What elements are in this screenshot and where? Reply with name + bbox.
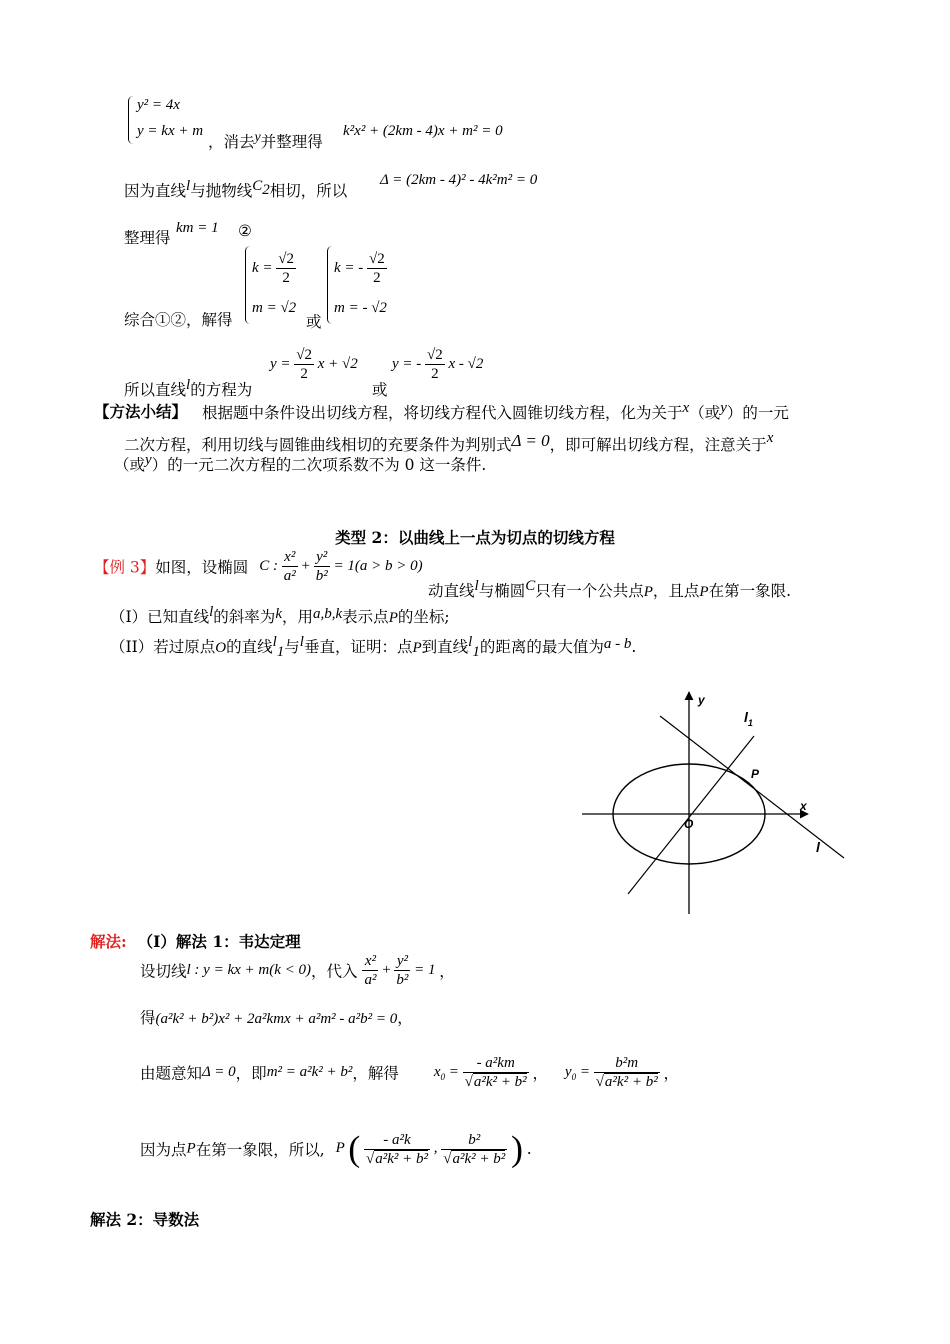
system-brace [128, 96, 135, 144]
solution-method-2: 解法 2：导数法 [90, 1210, 200, 1229]
solution1-k: k = $\frac{√2}{2}$ [252, 251, 295, 286]
eliminate-text: ，消去y并整理得 [208, 130, 323, 151]
solution-brace-1 [245, 246, 252, 324]
section-title: 类型 2：以曲线上一点为切点的切线方程 [335, 528, 615, 547]
example-line-1-cont: 动直线l与椭圆C只有一个公共点P，且点P在第一象限. [428, 578, 792, 600]
solution-line-3: 由题意知Δ = 0，即m² = a²k² + b²，解得 $x_0$ = $\frac{\text{- a²km}}{\text{√a²k² + b²}}$ ， $y_0$ = $\frac{\text{b²m}}{\text{√a²k² + b²}}$ ， [140, 1055, 679, 1090]
line-equation-1: y = $\frac{√2}{2}$ x + √2 [270, 347, 358, 382]
line-equation-text: 所以直线l的方程为 [124, 377, 253, 399]
simplify-text: 整理得 [124, 229, 171, 247]
summary-line-1: 根据题中条件设出切线方程，将切线方程代入圆锥切线方程，化为关于x（或y）的一元 [202, 400, 789, 422]
line-l1-label: $l_1$ [744, 709, 753, 728]
solution-line-4: 因为点P在第一象限，所以, P ( $\frac{\text{- a²k}}{\text{√a²k² + b²}}$ , $\frac{\text{b²}}{\text{√a²k² + b²}}$ ) . [140, 1129, 532, 1169]
solution-part-title: （Ⅰ）解法 1：韦达定理 [137, 932, 301, 951]
solution2-k: k = - $\frac{√2}{2}$ [334, 251, 385, 286]
system-eq1: y² = 4x [137, 97, 180, 113]
solution-header [90, 930, 301, 952]
y-axis-label: y [698, 693, 705, 707]
km-equation: km = 1 [176, 220, 219, 236]
circled-two: ② [238, 222, 252, 240]
tangent-line-sentence: 因为直线l与抛物线$C_2$相切，所以 [124, 178, 348, 200]
solution1-m: m = √2 [252, 300, 297, 316]
origin-label: O [684, 817, 694, 831]
point-p-label: P [751, 767, 760, 781]
solution-label: 解法: [90, 932, 127, 951]
solution-brace-2 [327, 246, 334, 324]
result-equation: k²x² + (2km - 4)x + m² = 0 [343, 123, 503, 139]
example-part-1: （I）已知直线l的斜率为k，用a,b,k表示点P的坐标; [110, 604, 450, 626]
summary-line-2: 二次方程，利用切线与圆锥曲线相切的充要条件为判别式Δ = 0，即可解出切线方程，注意关于x [124, 430, 774, 454]
summary-label: 【方法小结】 [94, 402, 188, 421]
ellipse-figure [578, 684, 868, 924]
example-line-1: 【例 3】如图，设椭圆 C : $\frac{\text{x²}}{\text{a²}}$ + $\frac{\text{y²}}{\text{b²}}$ = 1(a > b > 0) [94, 549, 423, 584]
or-text-1: 或 [306, 313, 322, 331]
line-l-label: l [816, 839, 820, 855]
or-text-2: 或 [372, 381, 388, 399]
discriminant-equation: Δ = (2km - 4)² - 4k²m² = 0 [380, 172, 538, 188]
example-part-2: （II）若过原点O的直线$l_1$与l垂直，证明：点P到直线$l_1$的距离的最大值为a - b. [110, 634, 637, 661]
summary-line-3: （或y）的一元二次方程的二次项系数不为 0 这一条件. [114, 452, 487, 474]
system-eq2: y = kx + m [137, 123, 204, 139]
solution2-m: m = - √2 [334, 300, 387, 316]
x-axis-label: x [800, 799, 807, 813]
example-label: 【例 3】 [94, 558, 156, 577]
solution-line-2: 得(a²k² + b²)x² + 2a²kmx + a²m² - a²b² = 0， [140, 1009, 413, 1027]
tangent-line-l [660, 716, 844, 858]
line-l1 [628, 736, 754, 894]
line-equation-2: y = - $\frac{√2}{2}$ x - √2 [392, 347, 484, 382]
combine-text: 综合①②，解得 [124, 311, 233, 329]
solution-line-1: 设切线l : y = kx + m(k < 0)，代入 $\frac{\text{x²}}{\text{a²}}$ + $\frac{\text{y²}}{\text{b²}}$ = 1 ， [140, 953, 455, 988]
